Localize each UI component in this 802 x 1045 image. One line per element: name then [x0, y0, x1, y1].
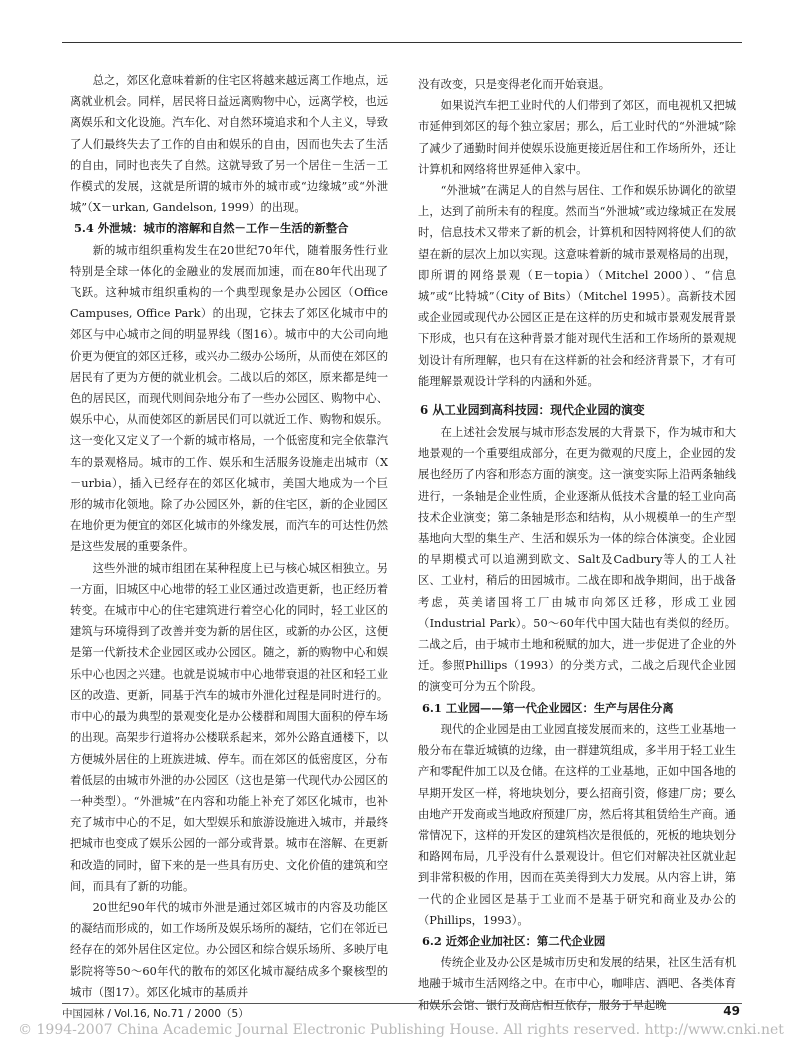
- paragraph: 总之，郊区化意味着新的住宅区将越来越远离工作地点，远离就业机会。同样，居民将日益远离购物中心，远离学校，也远离娱乐和文化设施。汽车化、对自然环境追求和个人主义，导致了人们最终失去了工作的自由和娱乐的自由，因而也失去了生活的自由，同时也丧失了自然。这就导致了另一个居住－生活－工作模式的发展，这就是所谓的城市外的城市或“边缘城”或“外泄城”（X－urkan, Gandelson, 1999）的出现。: [70, 74, 388, 215]
- page-number: 49: [723, 1004, 740, 1018]
- paragraph: 现代的企业园是由工业园直接发展而来的，这些工业基地一般分布在靠近城镇的边缘，由一群建筑组成，多半用于轻工业生产和零配件加工以及仓储。在这样的工业基地，正如中国各地的早期开发区一样，将地块划分，要么招商引资，修建厂房；要么由地产开发商或当地政府预建厂房，然后将其租赁给生产商。通常情况下，这样的开发区的建筑档次是很低的，死板的地块划分和路网布局，几乎没有什么景观设计。但它们对解决社区就业起到非常积极的作用，因而在英美得到大力发展。从内容上讲，第一代的企业园区是基于工业而不是基于研究和商业及办公的（Phillips，1993）。: [418, 722, 736, 927]
- paragraph: 没有改变，只是变得老化而开始衰退。: [418, 78, 611, 91]
- header-rule: [62, 42, 742, 43]
- paragraph: 20世纪90年代的城市外泄是通过郊区城市的内容及功能区的凝结而形成的，如工作场所及娱乐场所的凝结，它们在邻近已经存在的郊外居住区定位。办公园区和综合娱乐场所、多映厅电影院将等50～60年代的散布的郊区化城市凝结成多个聚核型的城市（图17）。郊区化城市的基质并: [70, 900, 388, 999]
- section-heading-6: 6 从工业园到高科技园：现代企业园的演变: [420, 403, 645, 418]
- journal-info: 中国园林 / Vol.16, No.71 / 2000（5）: [62, 1008, 249, 1020]
- right-column: [418, 74, 736, 1016]
- paragraph: 这些外泄的城市组团在某种程度上已与核心城区相独立。另一方面，旧城区中心地带的轻工业区通过改造更新，也正经历着转变。在城市中心的住宅建筑进行着空心化的同时，轻工业区的建筑与环境得到了改善并变为新的居住区，或新的办公区，这便是第一代新技术企业园区或办公园区。随之，新的购物中心和娱乐中心也因之兴建。也就是说城市中心地带衰退的社区和轻工业区的改造、更新，同基于汽车的城市外泄化过程是同时进行的。市中心的最为典型的景观变化是办公楼群和周围大面积的停车场的出现。高架步行道将办公楼联系起来，郊外公路直通楼下，以方便城外居住的上班族进城、停车。而在郊区的低密度区，分布着低层的由城市外泄的办公园区（这也是第一代现代办公园区的一种类型）。“外泄城”在内容和功能上补充了郊区化城市，也补充了城市中心的不足，如大型娱乐和旅游设施进入城市，并最终把城市也变成了娱乐公园的一部分或背景。城市在溶解、在更新和改造的同时，留下来的是一些具有历史、文化价值的建筑和空间，而具有了新的功能。: [70, 561, 388, 893]
- paragraph: 在上述社会发展与城市形态发展的大背景下，作为城市和大地景观的一个重要组成部分，在更为微观的尺度上，企业园的发展也经历了内容和形态方面的演变。这一演变实际上沿两条轴线进行，一条轴是企业性质，企业逐渐从低技术含量的轻工业向高技术企业演变；第二条轴是形态和结构，从小规模单一的生产型基地向大型的集生产、生活和娱乐为一体的综合体演变。企业园的早期模式可以追溯到欧文、Salt及Cadbury等人的工人社区、工业村，稍后的田园城市。二战在即和战争期间，出于战备考虑，英美诸国将工厂由城市向郊区迁移，形成工业园（Industrial Park）。50～60年代中国大陆也有类似的经历。二战之后，由于城市土地和税赋的加大，进一步促进了企业的外迁。参照Phillips（1993）的分类方式，二战之后现代企业园的演变可分为五个阶段。: [418, 426, 736, 694]
- paragraph: 如果说汽车把工业时代的人们带到了郊区，而电视机又把城市延伸到郊区的每个独立家居；那么，后工业时代的“外泄城”除了减少了通勤时间并使娱乐设施更接近居住和工作场所外，还让计算机和网络将世界延伸入家中。: [418, 99, 736, 176]
- section-heading-6-2: 6.2 近郊企业加社区：第二代企业园: [422, 933, 606, 948]
- section-heading-5-4: 5.4 外泄城：城市的溶解和自然－工作－生活的新整合: [74, 221, 349, 236]
- paragraph: “外泄城”在满足人的自然与居住、工作和娱乐协调化的欲望上，达到了前所未有的程度。然而当“外泄城”或边缘城正在发展时，信息技术又带来了新的机会，计算机和因特网将使人们的欲望在新的层次上加以实现。这意味着新的城市景观格局的出现，即所谓的网络景观（E－topia）（Mitchel 2000）、“信息城”或“比特城”（City of Bits）（Mitchel 1995）。高新技术园或企业园或现代办公园区正是在这样的历史和城市景观发展背景下形成，也只有在这种背景才能对现代生活和工作场所的景观规划设计有所理解，也只有在这样新的社会和经济背景下，才有可能理解景观设计学科的内涵和外延。: [418, 184, 736, 388]
- copyright-watermark: © 1994-2007 China Academic Journal Electronic Publishing House. All rights reserved. http://www.cnki.net: [18, 1022, 784, 1038]
- footer-rule: [62, 1003, 742, 1004]
- left-column: [70, 70, 388, 1003]
- paragraph: 传统企业及办公区是城市历史和发展的结果，社区生活有机地融于城市生活网络之中。在市中心，咖啡店、酒吧、各类体育和娱乐会馆、银行及商店相互依存，服务于早起晚: [418, 956, 736, 1012]
- paragraph: 新的城市组织重构发生在20世纪70年代，随着服务性行业特别是全球一体化的金融业的发展而加速，而在80年代出现了飞跃。这种城市组织重构的一个典型现象是办公园区（Office Campuses, Office Park）的出现，它抹去了郊区化城市中的郊区与中心城市之间的明显界线（图16）。城市中的大公司向地价更为便宜的郊区迁移，或兴办二级办公场所，从而使在郊区的居民有了更为方便的就业机会。二战以后的郊区，原来都是纯一色的居民区，而现代则间杂地分布了一些办公园区、购物中心、娱乐中心，从而使郊区的新居民们可以就近工作、购物和娱乐。这一变化又定义了一个新的城市格局，一个低密度和完全依靠汽车的景观格局。城市的工作、娱乐和生活服务设施走出城市（X－urbia），插入已经存在的郊区化城市，美国大地成为一个巨形的城市化领地。除了办公园区外，新的住宅区，新的企业园区在地价更为便宜的郊区化城市的外缘发展，而汽车的可达性仍然是这些发展的重要条件。: [70, 243, 388, 554]
- section-heading-6-1: 6.1 工业园——第一代企业园区：生产与居住分离: [422, 700, 674, 715]
